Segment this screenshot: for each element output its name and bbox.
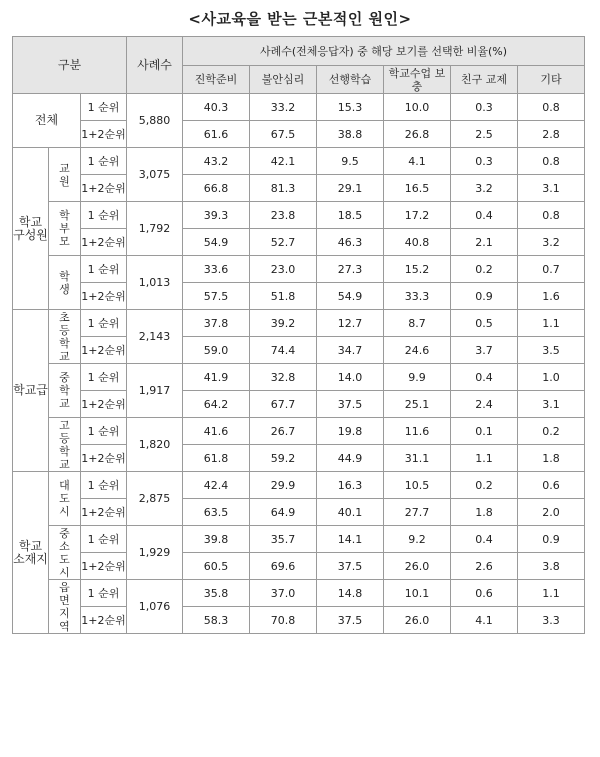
subgroup-label: 읍면지역 [49,580,81,634]
value-cell: 11.6 [384,418,451,445]
value-cell: 25.1 [384,391,451,418]
table-row [13,580,585,607]
value-cell: 64.9 [250,499,317,526]
case-count: 1,929 [127,526,183,580]
value-cell: 15.3 [317,94,384,121]
value-cell: 1.8 [518,445,585,472]
value-cell: 69.6 [250,553,317,580]
value-cell: 39.8 [183,526,250,553]
value-cell: 1.0 [518,364,585,391]
value-cell: 35.8 [183,580,250,607]
table-row [13,364,585,391]
value-cell: 52.7 [250,229,317,256]
value-cell: 23.8 [250,202,317,229]
rank-label: 1+2순위 [81,283,127,310]
value-cell: 70.8 [250,607,317,634]
value-cell: 0.6 [451,580,518,607]
value-cell: 14.8 [317,580,384,607]
value-cell: 0.9 [451,283,518,310]
value-cell: 40.1 [317,499,384,526]
value-cell: 0.9 [518,526,585,553]
table-title: <사교육을 받는 근본적인 원인> [188,10,412,28]
value-cell: 40.8 [384,229,451,256]
value-cell: 23.0 [250,256,317,283]
data-table [12,36,585,634]
value-cell: 44.9 [317,445,384,472]
value-cell: 0.8 [518,202,585,229]
value-cell: 43.2 [183,148,250,175]
group-label: 학교 구성원 [13,148,49,310]
case-count: 1,013 [127,256,183,310]
value-cell: 1.6 [518,283,585,310]
table-row [13,94,585,121]
value-cell: 59.2 [250,445,317,472]
value-cell: 1.1 [518,310,585,337]
value-cell: 59.0 [183,337,250,364]
value-cell: 31.1 [384,445,451,472]
value-cell: 10.0 [384,94,451,121]
rank-label: 1 순위 [81,526,127,553]
subgroup-label: 학부모 [49,202,81,256]
value-cell: 29.1 [317,175,384,202]
value-cell: 0.4 [451,202,518,229]
value-cell: 10.1 [384,580,451,607]
value-cell: 0.1 [451,418,518,445]
header-col: 진학준비 [183,66,250,94]
value-cell: 24.6 [384,337,451,364]
rank-label: 1 순위 [81,364,127,391]
value-cell: 32.8 [250,364,317,391]
rank-label: 1 순위 [81,202,127,229]
value-cell: 2.1 [451,229,518,256]
value-cell: 2.5 [451,121,518,148]
table-row [13,418,585,445]
value-cell: 0.8 [518,148,585,175]
value-cell: 26.8 [384,121,451,148]
rank-label: 1+2순위 [81,445,127,472]
value-cell: 14.1 [317,526,384,553]
value-cell: 2.0 [518,499,585,526]
value-cell: 54.9 [183,229,250,256]
case-count: 3,075 [127,148,183,202]
case-count: 1,917 [127,364,183,418]
value-cell: 0.3 [451,148,518,175]
value-cell: 4.1 [384,148,451,175]
header-group: 사례수(전체응답자) 중 해당 보기를 선택한 비율(%) [183,37,585,66]
rank-label: 1 순위 [81,310,127,337]
value-cell: 18.5 [317,202,384,229]
header-category: 구분 [13,37,127,94]
value-cell: 1.1 [451,445,518,472]
header-col: 학교수업 보충 [384,66,451,94]
value-cell: 19.8 [317,418,384,445]
value-cell: 37.5 [317,391,384,418]
rank-label: 1+2순위 [81,337,127,364]
value-cell: 26.7 [250,418,317,445]
value-cell: 0.5 [451,310,518,337]
table-row [13,256,585,283]
value-cell: 1.8 [451,499,518,526]
value-cell: 41.6 [183,418,250,445]
subgroup-label: 대도시 [49,472,81,526]
header-col: 친구 교제 [451,66,518,94]
table-row [13,229,585,256]
table-row [13,148,585,175]
value-cell: 54.9 [317,283,384,310]
value-cell: 0.2 [451,256,518,283]
value-cell: 3.8 [518,553,585,580]
subgroup-label: 교원 [49,148,81,202]
group-label: 학교급 [13,310,49,472]
rank-label: 1 순위 [81,472,127,499]
case-count: 1,792 [127,202,183,256]
value-cell: 27.3 [317,256,384,283]
value-cell: 33.3 [384,283,451,310]
value-cell: 61.8 [183,445,250,472]
value-cell: 66.8 [183,175,250,202]
subgroup-label: 중소도시 [49,526,81,580]
value-cell: 17.2 [384,202,451,229]
value-cell: 63.5 [183,499,250,526]
value-cell: 38.8 [317,121,384,148]
table-row [13,310,585,337]
value-cell: 39.2 [250,310,317,337]
value-cell: 2.8 [518,121,585,148]
rank-label: 1 순위 [81,94,127,121]
value-cell: 67.5 [250,121,317,148]
value-cell: 57.5 [183,283,250,310]
table-row [13,445,585,472]
value-cell: 16.5 [384,175,451,202]
rank-label: 1+2순위 [81,607,127,634]
table-row [13,553,585,580]
subgroup-label: 학생 [49,256,81,310]
table-row [13,499,585,526]
case-count: 1,820 [127,418,183,472]
header-col: 불안심리 [250,66,317,94]
rank-label: 1+2순위 [81,553,127,580]
value-cell: 67.7 [250,391,317,418]
subgroup-label: 고등학교 [49,418,81,472]
rank-label: 1+2순위 [81,229,127,256]
value-cell: 0.2 [451,472,518,499]
value-cell: 27.7 [384,499,451,526]
value-cell: 3.2 [518,229,585,256]
value-cell: 8.7 [384,310,451,337]
value-cell: 26.0 [384,553,451,580]
case-count: 5,880 [127,94,183,148]
table-row [13,526,585,553]
value-cell: 4.1 [451,607,518,634]
rank-label: 1 순위 [81,418,127,445]
value-cell: 9.9 [384,364,451,391]
value-cell: 16.3 [317,472,384,499]
value-cell: 3.7 [451,337,518,364]
table-row [13,472,585,499]
subgroup-label: 초등학교 [49,310,81,364]
value-cell: 0.3 [451,94,518,121]
value-cell: 3.1 [518,391,585,418]
subgroup-label: 중학교 [49,364,81,418]
table-row [13,337,585,364]
rank-label: 1+2순위 [81,391,127,418]
value-cell: 51.8 [250,283,317,310]
value-cell: 74.4 [250,337,317,364]
value-cell: 40.3 [183,94,250,121]
value-cell: 41.9 [183,364,250,391]
value-cell: 64.2 [183,391,250,418]
table-row [13,202,585,229]
value-cell: 0.2 [518,418,585,445]
value-cell: 1.1 [518,580,585,607]
group-label: 학교 소재지 [13,472,49,634]
value-cell: 35.7 [250,526,317,553]
value-cell: 33.2 [250,94,317,121]
rank-label: 1 순위 [81,580,127,607]
value-cell: 0.4 [451,526,518,553]
value-cell: 37.5 [317,607,384,634]
value-cell: 3.3 [518,607,585,634]
value-cell: 9.5 [317,148,384,175]
value-cell: 29.9 [250,472,317,499]
value-cell: 0.7 [518,256,585,283]
value-cell: 0.4 [451,364,518,391]
rank-label: 1+2순위 [81,499,127,526]
value-cell: 37.8 [183,310,250,337]
value-cell: 58.3 [183,607,250,634]
value-cell: 12.7 [317,310,384,337]
case-count: 1,076 [127,580,183,634]
rank-label: 1+2순위 [81,175,127,202]
value-cell: 61.6 [183,121,250,148]
rank-label: 1+2순위 [81,121,127,148]
header-col: 선행학습 [317,66,384,94]
table-row [13,121,585,148]
value-cell: 34.7 [317,337,384,364]
value-cell: 60.5 [183,553,250,580]
value-cell: 39.3 [183,202,250,229]
table-body [13,94,585,634]
value-cell: 26.0 [384,607,451,634]
value-cell: 10.5 [384,472,451,499]
value-cell: 42.1 [250,148,317,175]
table-row [13,391,585,418]
value-cell: 46.3 [317,229,384,256]
value-cell: 81.3 [250,175,317,202]
value-cell: 3.1 [518,175,585,202]
group-label: 전체 [13,94,81,148]
value-cell: 3.2 [451,175,518,202]
value-cell: 0.6 [518,472,585,499]
value-cell: 37.0 [250,580,317,607]
table-row [13,607,585,634]
rank-label: 1 순위 [81,256,127,283]
value-cell: 2.6 [451,553,518,580]
table-row [13,175,585,202]
value-cell: 14.0 [317,364,384,391]
value-cell: 37.5 [317,553,384,580]
table-row [13,283,585,310]
header-col: 기타 [518,66,585,94]
value-cell: 2.4 [451,391,518,418]
header-cases: 사례수 [127,37,183,94]
case-count: 2,143 [127,310,183,364]
value-cell: 0.8 [518,94,585,121]
value-cell: 3.5 [518,337,585,364]
value-cell: 42.4 [183,472,250,499]
value-cell: 15.2 [384,256,451,283]
rank-label: 1 순위 [81,148,127,175]
case-count: 2,875 [127,472,183,526]
value-cell: 9.2 [384,526,451,553]
value-cell: 33.6 [183,256,250,283]
